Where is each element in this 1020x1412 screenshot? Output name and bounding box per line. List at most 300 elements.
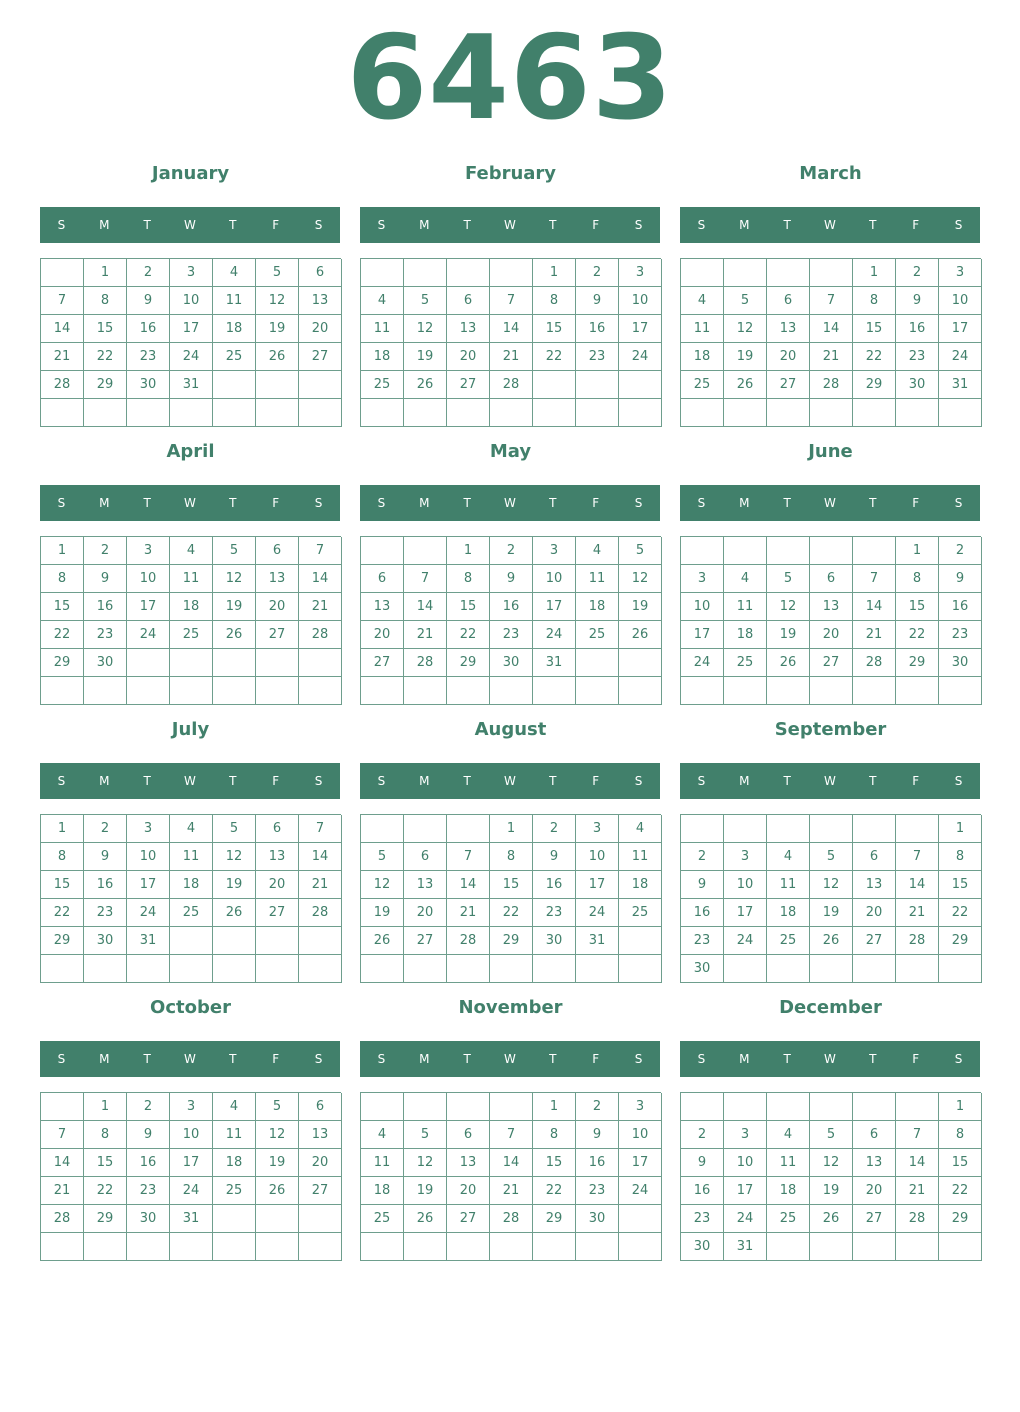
weekday-label: S	[954, 496, 963, 510]
day-cell: 14	[490, 315, 533, 343]
day-cell: 10	[127, 565, 170, 593]
month-name: May	[489, 441, 532, 462]
empty-day-cell	[533, 1233, 576, 1261]
empty-day-cell	[810, 1233, 853, 1261]
day-cell: 24	[533, 621, 576, 649]
empty-day-cell	[619, 677, 662, 705]
day-cell: 25	[213, 343, 256, 371]
day-cell: 12	[810, 1149, 853, 1177]
day-cell: 2	[681, 843, 724, 871]
empty-day-cell	[447, 1093, 490, 1121]
day-cell: 6	[853, 1121, 896, 1149]
day-grid	[40, 1092, 341, 1261]
day-cell: 11	[619, 843, 662, 871]
empty-day-cell	[127, 649, 170, 677]
day-cell: 18	[170, 593, 213, 621]
weekday-label: T	[783, 218, 791, 232]
day-cell: 31	[939, 371, 982, 399]
month-name: October	[150, 997, 231, 1018]
day-cell: 5	[724, 287, 767, 315]
weekday-label: F	[272, 1052, 280, 1066]
day-cell: 10	[127, 843, 170, 871]
day-cell: 8	[533, 287, 576, 315]
empty-day-cell	[170, 927, 213, 955]
month-january	[40, 158, 341, 426]
day-cell: 18	[724, 621, 767, 649]
day-cell: 8	[41, 565, 84, 593]
weekday-label: M	[99, 496, 110, 510]
day-cell: 14	[490, 1149, 533, 1177]
empty-day-cell	[299, 649, 342, 677]
day-cell: 8	[939, 1121, 982, 1149]
day-cell: 24	[127, 621, 170, 649]
empty-day-cell	[213, 677, 256, 705]
day-cell: 29	[939, 1205, 982, 1233]
day-cell: 7	[41, 287, 84, 315]
day-cell: 9	[84, 565, 127, 593]
day-cell: 13	[299, 287, 342, 315]
empty-day-cell	[41, 399, 84, 427]
weekday-label: S	[634, 774, 643, 788]
empty-day-cell	[213, 1233, 256, 1261]
day-cell: 23	[896, 343, 939, 371]
empty-day-cell	[256, 649, 299, 677]
day-cell: 12	[724, 315, 767, 343]
day-cell: 27	[361, 649, 404, 677]
weekday-label: T	[549, 774, 557, 788]
weekday-label: T	[143, 496, 151, 510]
day-cell: 12	[404, 315, 447, 343]
day-cell: 1	[533, 259, 576, 287]
day-cell: 19	[256, 315, 299, 343]
day-cell: 26	[810, 1205, 853, 1233]
day-cell: 3	[576, 815, 619, 843]
day-cell: 31	[533, 649, 576, 677]
weekday-header	[680, 207, 980, 243]
day-cell: 28	[896, 1205, 939, 1233]
weekday-label: T	[783, 774, 791, 788]
day-cell: 1	[84, 259, 127, 287]
weekday-label: T	[869, 774, 877, 788]
weekday-label: S	[314, 1052, 323, 1066]
day-cell: 30	[681, 1233, 724, 1261]
empty-day-cell	[767, 259, 810, 287]
month-name: September	[774, 719, 887, 740]
day-cell: 27	[404, 927, 447, 955]
empty-day-cell	[404, 815, 447, 843]
year-title: 6463	[346, 11, 674, 146]
empty-day-cell	[576, 1233, 619, 1261]
day-cell: 5	[810, 843, 853, 871]
day-cell: 9	[896, 287, 939, 315]
day-cell: 26	[213, 899, 256, 927]
weekday-label: S	[634, 496, 643, 510]
day-cell: 28	[404, 649, 447, 677]
day-cell: 12	[213, 565, 256, 593]
day-cell: 12	[619, 565, 662, 593]
day-cell: 28	[299, 621, 342, 649]
day-cell: 6	[256, 815, 299, 843]
day-cell: 16	[576, 1149, 619, 1177]
empty-day-cell	[361, 955, 404, 983]
day-cell: 21	[896, 899, 939, 927]
empty-day-cell	[853, 815, 896, 843]
day-cell: 27	[447, 1205, 490, 1233]
day-cell: 5	[256, 1093, 299, 1121]
day-cell: 27	[853, 1205, 896, 1233]
weekday-label: M	[739, 1052, 750, 1066]
day-cell: 15	[896, 593, 939, 621]
month-name: March	[799, 163, 862, 184]
day-cell: 16	[84, 871, 127, 899]
day-cell: 12	[361, 871, 404, 899]
day-cell: 7	[810, 287, 853, 315]
empty-day-cell	[299, 399, 342, 427]
empty-day-cell	[447, 1233, 490, 1261]
day-cell: 25	[681, 371, 724, 399]
empty-day-cell	[41, 1093, 84, 1121]
day-cell: 6	[853, 843, 896, 871]
day-cell: 9	[127, 1121, 170, 1149]
weekday-label: F	[912, 496, 920, 510]
empty-day-cell	[490, 259, 533, 287]
day-cell: 10	[724, 1149, 767, 1177]
day-cell: 17	[619, 315, 662, 343]
day-cell: 16	[490, 593, 533, 621]
day-cell: 13	[767, 315, 810, 343]
empty-day-cell	[41, 955, 84, 983]
day-cell: 22	[896, 621, 939, 649]
empty-day-cell	[256, 677, 299, 705]
weekday-label: W	[824, 1052, 836, 1066]
empty-day-cell	[681, 399, 724, 427]
day-cell: 19	[213, 871, 256, 899]
empty-day-cell	[299, 677, 342, 705]
day-cell: 26	[256, 1177, 299, 1205]
weekday-label: S	[697, 218, 706, 232]
empty-day-cell	[724, 815, 767, 843]
weekday-label: T	[229, 496, 237, 510]
weekday-label: T	[549, 1052, 557, 1066]
empty-day-cell	[576, 399, 619, 427]
empty-day-cell	[256, 1233, 299, 1261]
weekday-header	[40, 207, 340, 243]
day-cell: 17	[127, 871, 170, 899]
empty-day-cell	[619, 1233, 662, 1261]
weekday-label: S	[954, 218, 963, 232]
day-cell: 15	[939, 871, 982, 899]
day-cell: 4	[213, 259, 256, 287]
day-cell: 8	[896, 565, 939, 593]
month-july	[40, 714, 341, 982]
weekday-label: M	[99, 1052, 110, 1066]
day-cell: 26	[810, 927, 853, 955]
day-cell: 21	[299, 593, 342, 621]
empty-day-cell	[724, 537, 767, 565]
day-cell: 4	[170, 815, 213, 843]
day-cell: 2	[84, 815, 127, 843]
weekday-label: S	[634, 1052, 643, 1066]
day-cell: 16	[576, 315, 619, 343]
empty-day-cell	[810, 677, 853, 705]
weekday-label: S	[377, 496, 386, 510]
empty-day-cell	[447, 677, 490, 705]
day-cell: 15	[853, 315, 896, 343]
weekday-label: T	[549, 496, 557, 510]
day-cell: 17	[939, 315, 982, 343]
empty-day-cell	[533, 677, 576, 705]
day-cell: 10	[576, 843, 619, 871]
day-cell: 11	[213, 287, 256, 315]
weekday-label: S	[57, 496, 66, 510]
day-cell: 10	[170, 1121, 213, 1149]
day-cell: 7	[853, 565, 896, 593]
month-name: December	[779, 997, 882, 1018]
empty-day-cell	[127, 955, 170, 983]
weekday-label: F	[912, 218, 920, 232]
day-cell: 11	[724, 593, 767, 621]
weekday-label: M	[99, 774, 110, 788]
empty-day-cell	[213, 649, 256, 677]
empty-day-cell	[810, 399, 853, 427]
weekday-label: S	[634, 218, 643, 232]
empty-day-cell	[810, 955, 853, 983]
day-cell: 26	[213, 621, 256, 649]
empty-day-cell	[404, 677, 447, 705]
day-cell: 15	[490, 871, 533, 899]
empty-day-cell	[361, 537, 404, 565]
weekday-label: F	[272, 218, 280, 232]
weekday-label: S	[697, 496, 706, 510]
empty-day-cell	[361, 399, 404, 427]
day-cell: 11	[361, 1149, 404, 1177]
weekday-label: M	[419, 218, 430, 232]
day-cell: 4	[724, 565, 767, 593]
empty-day-cell	[404, 259, 447, 287]
day-cell: 28	[41, 1205, 84, 1233]
day-cell: 3	[619, 259, 662, 287]
day-cell: 12	[810, 871, 853, 899]
day-grid	[360, 536, 661, 705]
weekday-label: T	[463, 1052, 471, 1066]
weekday-label: F	[912, 774, 920, 788]
day-cell: 16	[84, 593, 127, 621]
day-cell: 2	[490, 537, 533, 565]
day-cell: 3	[170, 1093, 213, 1121]
day-cell: 7	[41, 1121, 84, 1149]
day-cell: 13	[853, 1149, 896, 1177]
day-cell: 18	[361, 343, 404, 371]
day-cell: 8	[853, 287, 896, 315]
day-cell: 27	[256, 899, 299, 927]
day-cell: 13	[256, 565, 299, 593]
day-cell: 23	[127, 1177, 170, 1205]
empty-day-cell	[767, 677, 810, 705]
day-cell: 29	[41, 927, 84, 955]
empty-day-cell	[576, 677, 619, 705]
day-cell: 2	[896, 259, 939, 287]
day-cell: 17	[533, 593, 576, 621]
day-cell: 3	[681, 565, 724, 593]
day-cell: 25	[170, 621, 213, 649]
empty-day-cell	[84, 1233, 127, 1261]
month-name: February	[464, 163, 557, 184]
day-cell: 7	[490, 287, 533, 315]
empty-day-cell	[256, 371, 299, 399]
empty-day-cell	[361, 815, 404, 843]
empty-day-cell	[619, 927, 662, 955]
day-cell: 14	[299, 565, 342, 593]
day-cell: 18	[213, 315, 256, 343]
empty-day-cell	[810, 1093, 853, 1121]
day-cell: 27	[810, 649, 853, 677]
day-cell: 24	[127, 899, 170, 927]
day-cell: 19	[256, 1149, 299, 1177]
weekday-label: T	[143, 218, 151, 232]
weekday-header	[360, 485, 660, 521]
empty-day-cell	[939, 1233, 982, 1261]
day-cell: 2	[84, 537, 127, 565]
weekday-label: S	[57, 774, 66, 788]
day-cell: 25	[619, 899, 662, 927]
months-grid	[40, 158, 981, 1260]
day-cell: 6	[447, 287, 490, 315]
day-cell: 17	[127, 593, 170, 621]
day-cell: 20	[256, 871, 299, 899]
weekday-label: T	[783, 1052, 791, 1066]
day-cell: 15	[447, 593, 490, 621]
month-april	[40, 436, 341, 704]
day-cell: 18	[767, 1177, 810, 1205]
empty-day-cell	[767, 1093, 810, 1121]
day-cell: 3	[127, 537, 170, 565]
day-cell: 1	[84, 1093, 127, 1121]
day-cell: 24	[724, 927, 767, 955]
day-cell: 28	[299, 899, 342, 927]
day-cell: 13	[256, 843, 299, 871]
day-cell: 23	[84, 899, 127, 927]
day-cell: 7	[896, 1121, 939, 1149]
weekday-header	[40, 763, 340, 799]
day-cell: 28	[41, 371, 84, 399]
day-cell: 16	[896, 315, 939, 343]
day-cell: 20	[447, 1177, 490, 1205]
day-cell: 9	[939, 565, 982, 593]
month-february	[360, 158, 661, 426]
day-grid	[40, 258, 341, 427]
empty-day-cell	[447, 955, 490, 983]
day-cell: 16	[681, 1177, 724, 1205]
day-cell: 21	[810, 343, 853, 371]
empty-day-cell	[299, 371, 342, 399]
day-cell: 3	[533, 537, 576, 565]
empty-day-cell	[490, 1233, 533, 1261]
day-cell: 23	[533, 899, 576, 927]
day-cell: 23	[490, 621, 533, 649]
day-cell: 28	[853, 649, 896, 677]
day-cell: 21	[447, 899, 490, 927]
day-cell: 9	[681, 1149, 724, 1177]
day-cell: 23	[576, 343, 619, 371]
day-cell: 5	[810, 1121, 853, 1149]
day-cell: 11	[361, 315, 404, 343]
day-cell: 20	[299, 315, 342, 343]
empty-day-cell	[299, 927, 342, 955]
month-december	[680, 992, 981, 1260]
weekday-label: M	[739, 218, 750, 232]
empty-day-cell	[533, 955, 576, 983]
empty-day-cell	[939, 399, 982, 427]
day-cell: 10	[619, 287, 662, 315]
day-cell: 2	[127, 259, 170, 287]
day-cell: 29	[447, 649, 490, 677]
day-cell: 18	[681, 343, 724, 371]
day-cell: 6	[299, 259, 342, 287]
day-cell: 14	[41, 315, 84, 343]
weekday-label: S	[377, 774, 386, 788]
day-cell: 22	[41, 621, 84, 649]
empty-day-cell	[213, 1205, 256, 1233]
empty-day-cell	[896, 815, 939, 843]
day-cell: 5	[404, 287, 447, 315]
day-cell: 22	[447, 621, 490, 649]
empty-day-cell	[724, 399, 767, 427]
day-cell: 25	[724, 649, 767, 677]
day-cell: 21	[299, 871, 342, 899]
day-cell: 3	[724, 1121, 767, 1149]
day-cell: 15	[84, 1149, 127, 1177]
day-cell: 10	[619, 1121, 662, 1149]
empty-day-cell	[853, 955, 896, 983]
weekday-label: F	[272, 496, 280, 510]
day-cell: 13	[361, 593, 404, 621]
weekday-label: S	[314, 218, 323, 232]
empty-day-cell	[361, 677, 404, 705]
day-cell: 23	[939, 621, 982, 649]
weekday-label: S	[314, 496, 323, 510]
day-cell: 23	[84, 621, 127, 649]
day-cell: 22	[533, 343, 576, 371]
day-cell: 13	[810, 593, 853, 621]
day-cell: 29	[490, 927, 533, 955]
day-cell: 5	[619, 537, 662, 565]
empty-day-cell	[490, 955, 533, 983]
empty-day-cell	[767, 399, 810, 427]
day-cell: 5	[256, 259, 299, 287]
empty-day-cell	[619, 1205, 662, 1233]
day-cell: 25	[213, 1177, 256, 1205]
day-cell: 18	[361, 1177, 404, 1205]
empty-day-cell	[256, 955, 299, 983]
day-cell: 4	[576, 537, 619, 565]
day-cell: 15	[533, 315, 576, 343]
empty-day-cell	[576, 371, 619, 399]
empty-day-cell	[853, 677, 896, 705]
day-cell: 16	[939, 593, 982, 621]
weekday-label: S	[377, 1052, 386, 1066]
day-cell: 14	[299, 843, 342, 871]
day-cell: 17	[576, 871, 619, 899]
day-cell: 14	[447, 871, 490, 899]
weekday-label: M	[99, 218, 110, 232]
day-cell: 30	[896, 371, 939, 399]
day-cell: 23	[681, 1205, 724, 1233]
day-cell: 8	[84, 1121, 127, 1149]
day-cell: 31	[170, 371, 213, 399]
empty-day-cell	[170, 649, 213, 677]
day-cell: 19	[404, 1177, 447, 1205]
day-cell: 21	[41, 343, 84, 371]
